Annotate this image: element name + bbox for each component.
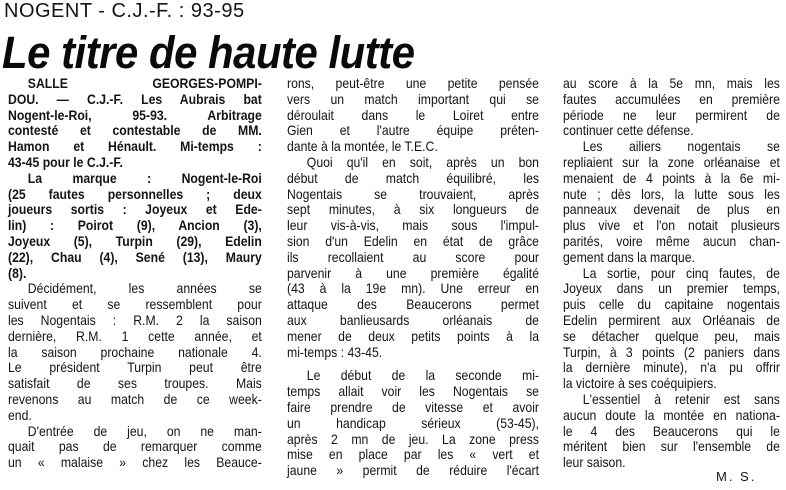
text-line: Le président Turpin peut être [8,360,262,376]
text-line: aucun doute la montée en nationa- [563,407,780,423]
text-line: Nogent-le-Roi, 95-93. Arbitrage [8,107,262,123]
text-line: se détacher quelque peu, mais [563,328,780,344]
text-line: déroulait dans le Loiret entre [287,107,539,123]
text-line: plus vive et l'on notait plusieurs [563,218,780,234]
text-line: la saison prochaine nationale 4. [8,344,262,360]
text-line: La marque : Nogent-le-Roi [27,170,262,186]
text-line: dernière, R.M. 1 cette année, et [8,328,262,344]
body-paragraph [8,424,262,471]
text-line: Joyeux dans un premier temps, [563,281,780,297]
text-line: méritent bien sur l'ensemble de [563,439,780,455]
text-line: (8). [8,265,27,281]
body-paragraph [563,266,780,392]
text-line: après 2 mn de jeu. La zone press [287,431,539,447]
text-line: contesté et contestable de MM. [8,123,262,139]
text-line: leur saison. [563,455,626,471]
text-line: la dernière minute), n'a pu offrir [563,360,780,376]
text-line: D'entrée de jeu, on ne man- [27,423,262,439]
text-line: (22), Chau (4), Sené (13), Maury [8,249,262,265]
body-paragraph [563,139,780,265]
article-column-1 [8,76,262,471]
text-line: DOU. — C.J.-F. Les Aubrais bat [8,91,262,107]
text-line: les Nogentais : R.M. 2 la saison [8,312,262,328]
text-line: Joyeux (5), Turpin (29), Edelin [8,233,262,249]
text-line: (25 fautes personnelles ; deux [8,186,262,202]
body-paragraph [8,281,262,423]
text-line: sion d'un Edelin en état de grâce [287,233,539,249]
text-line: revenons au match de ce week- [8,391,262,407]
text-line: La sortie, pour cinq fautes, de [582,265,780,281]
text-line: leur vis-à-vis, mais sous l'impul- [287,218,539,234]
text-line: mise en place par les « vert et [287,447,539,463]
text-line: rons, peut-être une petite pensée [287,76,539,91]
text-line: (43 à la 19e mn). Une erreur en [287,281,539,297]
article-column-3 [563,76,780,471]
text-line: SALLE GEORGES-POMPI- [27,76,262,91]
article-column-2 [287,76,539,479]
body-paragraph [287,76,539,155]
text-line: L'essentiel à retenir est sans [582,391,780,407]
text-line: vers un match important qui se [287,91,539,107]
score-paragraph [8,171,262,282]
text-line: le 4 des Beaucerons qui le [563,423,780,439]
text-line: Le début de la seconde mi- [306,368,539,384]
text-line: Hamon et Hénault. Mi-temps : [8,139,262,155]
text-line: sept minutes, à six longueurs de [287,202,539,218]
text-line: lin) : Poirot (9), Ancion (3), [8,218,262,234]
text-line: Edelin permirent aux Orléanais de [563,312,780,328]
text-line: panneaux devenait de plus en [563,202,780,218]
section-kicker: NOGENT - C.J.-F. : 93-95 [4,0,245,22]
author-signature: M. S. [716,469,757,484]
text-line: Les ailiers nogentais se [582,139,780,155]
text-line: fautes accumulées en première [563,91,780,107]
text-line: Turpin, à 3 points (2 paniers dans [563,344,780,360]
text-line: continuer cette défense. [563,123,694,139]
text-line: période ne leur permirent de [563,107,780,123]
text-line: jaune » permit de réduire l'écart [287,463,539,479]
text-line: satisfait de ses troupes. Mais [8,376,262,392]
text-line: menaient de 4 points à la 6e mi- [563,170,780,186]
text-line: Décidément, les années se [27,281,262,297]
text-line: end. [8,407,32,423]
text-line: 43-45 pour le C.J.-F. [8,154,123,170]
text-line: gement dans la marque. [563,249,695,265]
text-line: attaque des Beaucerons permet [287,297,539,313]
body-paragraph [287,368,539,479]
text-line: début de match équilibré, les [287,170,539,186]
text-line: au score à la 5e mn, mais les [563,76,780,91]
text-line: quait pas de remarquer comme [8,439,262,455]
text-line: Gien et l'autre équipe préten- [287,123,539,139]
text-line: parités, voire même aucun chan- [563,233,780,249]
text-line: la victoire à ses coéquipiers. [563,376,717,392]
text-line: repliaient sur la zone orléanaise et [563,154,780,170]
text-line: mi-temps : 43-45. [287,344,383,360]
text-line: aux banlieusards orléanais de [287,312,539,328]
body-paragraph [563,76,780,139]
lead-paragraph [8,76,262,171]
body-paragraph [563,392,780,471]
text-line: un « malaise » chez les Beauce- [8,455,262,471]
text-line: faire prendre de vitesse et avoir [287,399,539,415]
text-line: joueurs sortis : Joyeux et Ede- [8,202,262,218]
text-line: parvenir à une première égalité [287,265,539,281]
text-line: ils recollaient au score pour [287,249,539,265]
text-line: temps allait voir les Nogentais se [287,384,539,400]
text-line: puis celle du capitaine nogentais [563,297,780,313]
text-line: Quoi qu'il en soit, après un bon [306,154,539,170]
body-paragraph [287,155,539,360]
article-headline: Le titre de haute lutte [2,27,415,78]
paragraph-gap [287,360,539,368]
text-line: un handicap sérieux (53-45), [287,415,539,431]
text-line: dante à la montée, le T.E.C. [287,139,438,155]
text-line: Nogentais se trouvaient, après [287,186,539,202]
text-line: suivent et se ressemblent pour [8,297,262,313]
text-line: mener de deux petits points à la [287,328,539,344]
text-line: nute ; dès lors, la lutte sous les [563,186,780,202]
